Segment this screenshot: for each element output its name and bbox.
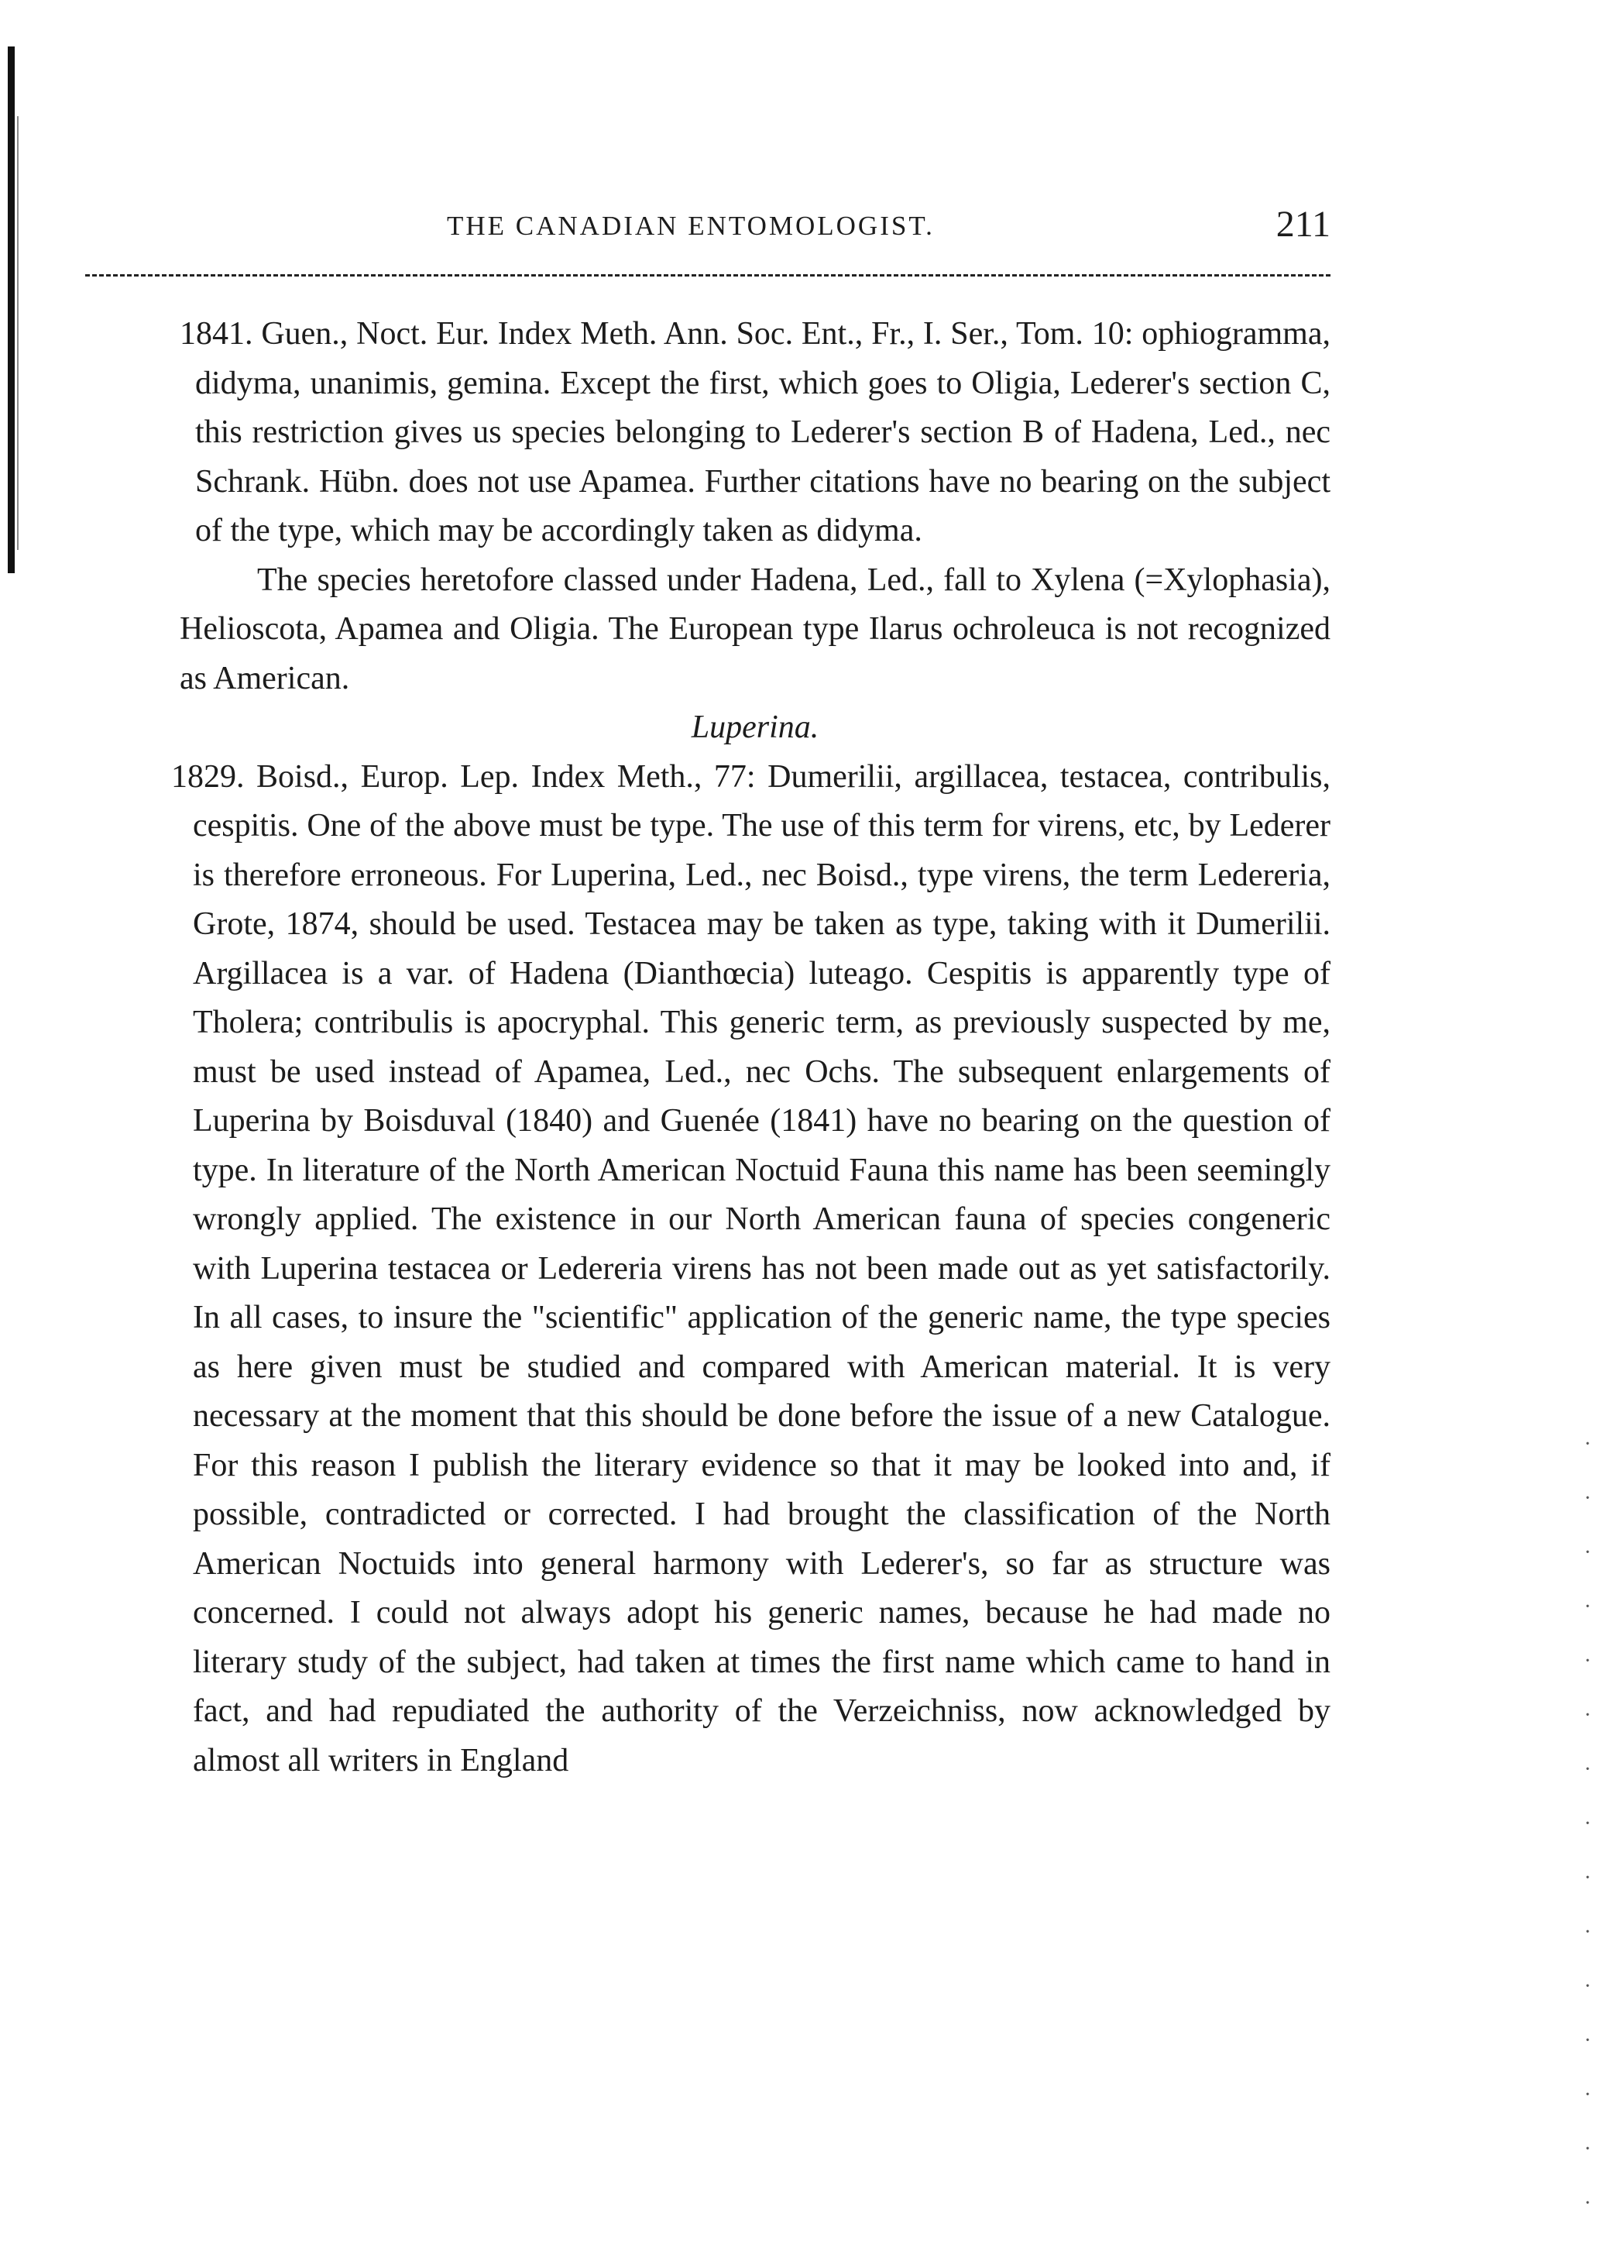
- scan-edge-line: [17, 116, 19, 550]
- paragraph-boisduval-1829: 1829. Boisd., Europ. Lep. Index Meth., 77: Dumerilii, argillacea, testacea, contribulis, cespitis. One of the above must be type. The use of this term for virens, etc, by Lederer is therefore erroneous. For Luperina, Led., nec Boisd., type virens, the term Ledereria, Grote, 1874, should be used. Testacea may be taken as type, taking with it Dumerilii. Argillacea is a var. of Hadena (Dianthœcia) luteago. Cespitis is apparently type of Tholera; contribulis is apocryphal. This generic term, as previously suspected by me, must be used instead of Apamea, Led., nec Ochs. The subsequent enlargements of Luperina by Boisduval (1840) and Guenée (1841) have no bearing on the question of type. In literature of the North American Noctuid Fauna this name has been seemingly wrongly applied. The existence in our North American fauna of species congeneric with Luperina testacea or Ledereria virens has not been made out as yet satisfactorily. In all cases, to insure the "scientific" application of the generic name, the type species as here given must be studied and compared with American material. It is very necessary at the moment that this should be done before the issue of a new Catalogue. For this reason I publish the literary evidence so that it may be looked into and, if possible, contradicted or corrected. I had brought the classification of the North American Noctuids into general harmony with Lederer's, so far as structure was concerned. I could not always adopt his generic names, because he had made no literary study of the subject, had taken at times the first name which came to hand in fact, and had repudiated the authority of the Verzeichniss, now acknowledged by almost all writers in England: [171, 758, 1330, 1778]
- scan-edge-mark: [8, 46, 15, 573]
- page-header: [191, 200, 1330, 254]
- paragraph-guenee-1841: 1841. Guen., Noct. Eur. Index Meth. Ann. Soc. Ent., Fr., I. Ser., Tom. 10: ophiogramma, didyma, unanimis, gemina. Except the first, which goes to Oligia, Lederer's section C, this restriction gives us species belonging to Lederer's section B of Hadena, Led., nec Schrank. Hübn. does not use Apamea. Further citations have no bearing on the subject of the type, which may be accordingly taken as didyma.: [180, 316, 1330, 548]
- running-title: THE CANADIAN ENTOMOLOGIST.: [447, 211, 935, 241]
- page-body: [171, 310, 1330, 1785]
- paragraph-hadena-species: The species heretofore classed under Hadena, Led., fall to Xylena (=Xylophasia), Helioscota, Apamea and Oligia. The European type Ilarus ochroleuca is not recognized as American.: [180, 562, 1330, 696]
- margin-specks: · · · · · · · · · · · · · · ·: [1584, 1432, 1591, 2215]
- header-rule: [85, 274, 1330, 277]
- section-heading: Luperina.: [691, 710, 819, 745]
- page-number: 211: [1276, 204, 1330, 245]
